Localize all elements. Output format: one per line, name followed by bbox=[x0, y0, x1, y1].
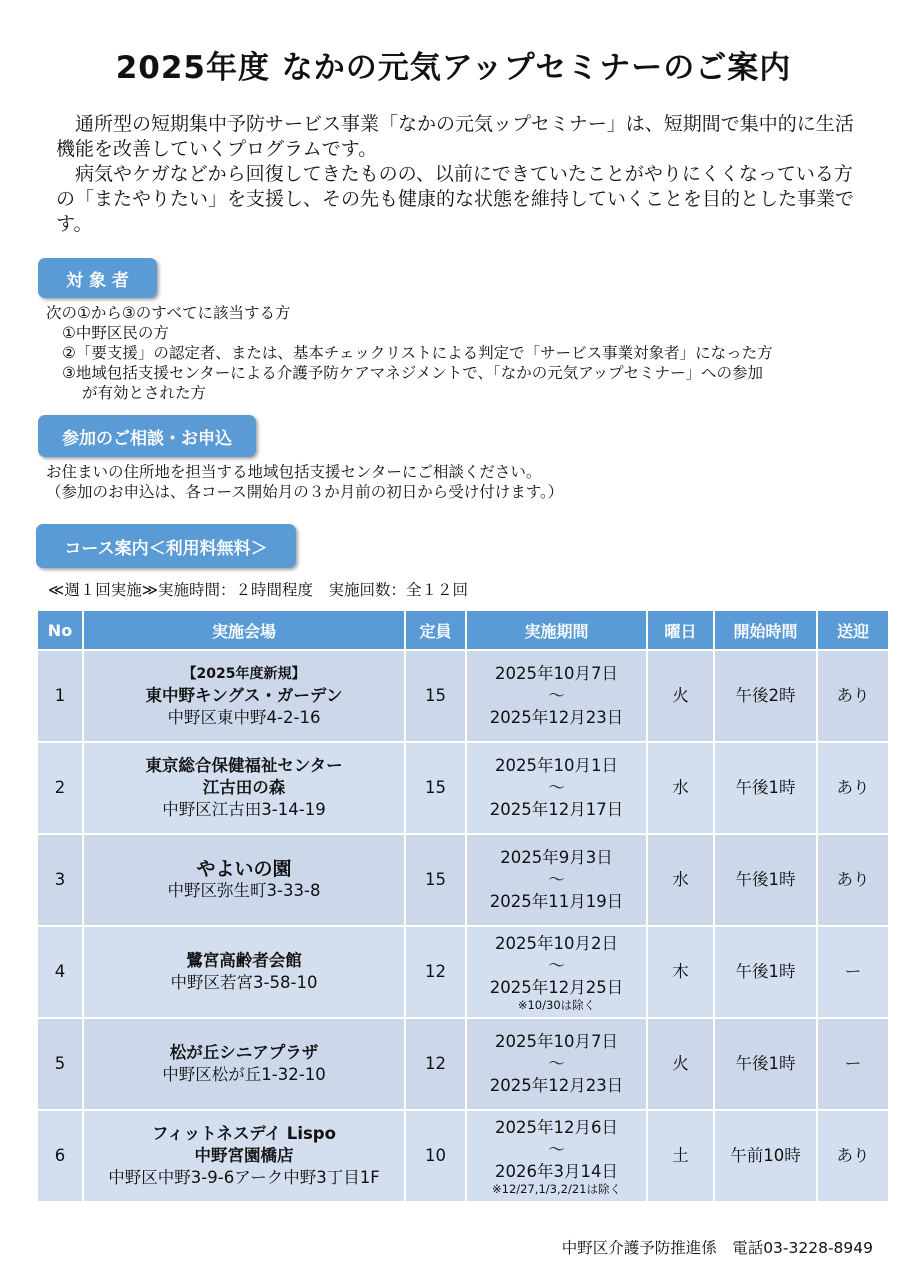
venue-name: 松が丘シニアプラザ bbox=[169, 1043, 319, 1062]
consult-heading: 参加のご相談・お申込 bbox=[38, 415, 256, 457]
footer-contact: 中野区介護予防推進係 電話03-3228-8949 bbox=[561, 1239, 873, 1257]
row-transport: ー bbox=[817, 1018, 889, 1110]
row-period bbox=[466, 650, 647, 742]
row-venue bbox=[83, 742, 405, 834]
period-start: 2025年10月2日 bbox=[495, 933, 618, 953]
row-venue bbox=[83, 834, 405, 926]
period-tilde: ～ bbox=[548, 955, 565, 975]
row-period bbox=[466, 926, 647, 1018]
row-venue bbox=[83, 926, 405, 1018]
target-item-2: ②「要支援」の認定者、または、基本チェックリストによる判定で「サービス事業対象者」になった方 bbox=[62, 344, 773, 362]
period-start: 2025年10月7日 bbox=[495, 1032, 618, 1051]
row-time: 午後1時 bbox=[714, 834, 817, 926]
row-no: 6 bbox=[37, 1110, 83, 1202]
row-capacity: 15 bbox=[405, 650, 466, 742]
consult-line-1: お住まいの住所地を担当する地域包括支援センターにご相談ください。 bbox=[46, 463, 542, 481]
row-no: 3 bbox=[37, 834, 83, 926]
target-lead: 次の①から③のすべてに該当する方 bbox=[46, 304, 291, 322]
row-time: 午後1時 bbox=[714, 926, 817, 1018]
venue-address: 中野区中野3-9-6アーク中野3丁目1F bbox=[108, 1168, 380, 1187]
venue-name: 鷺宮高齢者会館 bbox=[186, 951, 302, 970]
venue-address: 中野区江古田3-14-19 bbox=[162, 800, 326, 819]
table-header-row bbox=[37, 610, 889, 650]
table-row bbox=[37, 834, 889, 926]
consult-line-2: （参加のお申込は、各コース開始月の３か月前の初日から受け付けます。） bbox=[46, 483, 564, 501]
row-transport: あり bbox=[817, 650, 889, 742]
target-item-1: ①中野区民の方 bbox=[62, 324, 169, 342]
period-end: 2025年12月25日 bbox=[489, 977, 624, 997]
row-transport: あり bbox=[817, 742, 889, 834]
header-period: 実施期間 bbox=[466, 610, 647, 650]
row-capacity: 15 bbox=[405, 834, 466, 926]
table-row bbox=[37, 650, 889, 742]
row-period bbox=[466, 1110, 647, 1202]
table-row bbox=[37, 926, 889, 1018]
row-day: 土 bbox=[647, 1110, 714, 1202]
venue-name: 東京総合保健福祉センター bbox=[145, 756, 343, 775]
header-capacity: 定員 bbox=[405, 610, 466, 650]
row-capacity: 10 bbox=[405, 1110, 466, 1202]
row-capacity: 12 bbox=[405, 926, 466, 1018]
row-day: 木 bbox=[647, 926, 714, 1018]
row-transport: あり bbox=[817, 834, 889, 926]
row-day: 水 bbox=[647, 742, 714, 834]
venue-name: 東中野キングス・ガーデン bbox=[145, 686, 343, 705]
venue-name-line-2: 中野宮園橋店 bbox=[194, 1146, 294, 1165]
table-row bbox=[37, 1110, 889, 1202]
period-tilde: ～ bbox=[548, 778, 565, 797]
header-transport: 送迎 bbox=[817, 610, 889, 650]
venue-name-line-2: 江古田の森 bbox=[202, 778, 286, 797]
row-no: 1 bbox=[37, 650, 83, 742]
course-table bbox=[36, 609, 890, 1203]
period-start: 2025年10月7日 bbox=[495, 664, 618, 683]
venue-name: フィットネスデイ Lispo bbox=[152, 1124, 336, 1143]
row-capacity: 12 bbox=[405, 1018, 466, 1110]
period-end: 2025年11月19日 bbox=[489, 892, 624, 911]
row-no: 4 bbox=[37, 926, 83, 1018]
period-end: 2025年12月23日 bbox=[489, 708, 624, 727]
row-period bbox=[466, 742, 647, 834]
venue-name: やよいの園 bbox=[196, 858, 292, 880]
header-venue: 実施会場 bbox=[83, 610, 405, 650]
table-row bbox=[37, 742, 889, 834]
period-tilde: ～ bbox=[548, 1139, 565, 1159]
period-end: 2026年3月14日 bbox=[495, 1161, 618, 1181]
target-item-3: ③地域包括支援センターによる介護予防ケアマネジメントで、「なかの元気アップセミナー」への参加 bbox=[62, 364, 764, 382]
target-item-3-continued: が有効とされた方 bbox=[82, 384, 207, 402]
venue-address: 中野区若宮3-58-10 bbox=[170, 973, 318, 992]
row-transport: あり bbox=[817, 1110, 889, 1202]
course-note: ≪週１回実施≫実施時間：２時間程度 実施回数：全１２回 bbox=[48, 581, 468, 599]
intro-paragraph-1: 通所型の短期集中予防サービス事業「なかの元気ップセミナー」は、短期間で集中的に生活機能を改善していくプログラムです。 bbox=[56, 113, 854, 160]
row-period bbox=[466, 834, 647, 926]
course-heading: コース案内＜利用料無料＞ bbox=[36, 524, 296, 568]
row-venue bbox=[83, 650, 405, 742]
target-heading: 対 象 者 bbox=[38, 258, 157, 298]
target-section bbox=[46, 303, 773, 403]
row-time: 午前10時 bbox=[714, 1110, 817, 1202]
period-exclusion-note: ※10/30は除く bbox=[517, 997, 596, 1012]
period-start: 2025年12月6日 bbox=[495, 1117, 618, 1137]
row-day: 水 bbox=[647, 834, 714, 926]
row-no: 5 bbox=[37, 1018, 83, 1110]
period-exclusion-note: ※12/27,1/3,2/21は除く bbox=[492, 1181, 621, 1196]
row-transport: ー bbox=[817, 926, 889, 1018]
row-capacity: 15 bbox=[405, 742, 466, 834]
table-row bbox=[37, 1018, 889, 1110]
row-period bbox=[466, 1018, 647, 1110]
period-start: 2025年10月1日 bbox=[495, 756, 618, 775]
period-start: 2025年9月3日 bbox=[500, 848, 613, 867]
row-no: 2 bbox=[37, 742, 83, 834]
venue-address: 中野区東中野4-2-16 bbox=[167, 708, 321, 727]
row-time: 午後1時 bbox=[714, 742, 817, 834]
period-tilde: ～ bbox=[548, 870, 565, 889]
new-tag: 【2025年度新規】 bbox=[182, 666, 306, 682]
header-start-time: 開始時間 bbox=[714, 610, 817, 650]
period-tilde: ～ bbox=[548, 686, 565, 705]
page-title: 2025年度 なかの元気アップセミナーのご案内 bbox=[115, 50, 792, 86]
period-tilde: ～ bbox=[548, 1054, 565, 1073]
header-day: 曜日 bbox=[647, 610, 714, 650]
intro-paragraph-2: 病気やケガなどから回復してきたものの、以前にできていたことがやりにくくなっている方の「またやりたい」を支援し、その先も健康的な状態を維持していくことを目的とした事業です。 bbox=[56, 163, 855, 235]
row-time: 午後2時 bbox=[714, 650, 817, 742]
row-venue bbox=[83, 1018, 405, 1110]
period-end: 2025年12月17日 bbox=[489, 800, 624, 819]
row-day: 火 bbox=[647, 650, 714, 742]
venue-address: 中野区弥生町3-33-8 bbox=[167, 881, 321, 900]
row-day: 火 bbox=[647, 1018, 714, 1110]
intro-text bbox=[56, 112, 866, 237]
header-no: No bbox=[37, 610, 83, 650]
row-venue bbox=[83, 1110, 405, 1202]
period-end: 2025年12月23日 bbox=[489, 1076, 624, 1095]
consult-section bbox=[46, 462, 563, 502]
venue-address: 中野区松が丘1-32-10 bbox=[162, 1065, 326, 1084]
row-time: 午後1時 bbox=[714, 1018, 817, 1110]
